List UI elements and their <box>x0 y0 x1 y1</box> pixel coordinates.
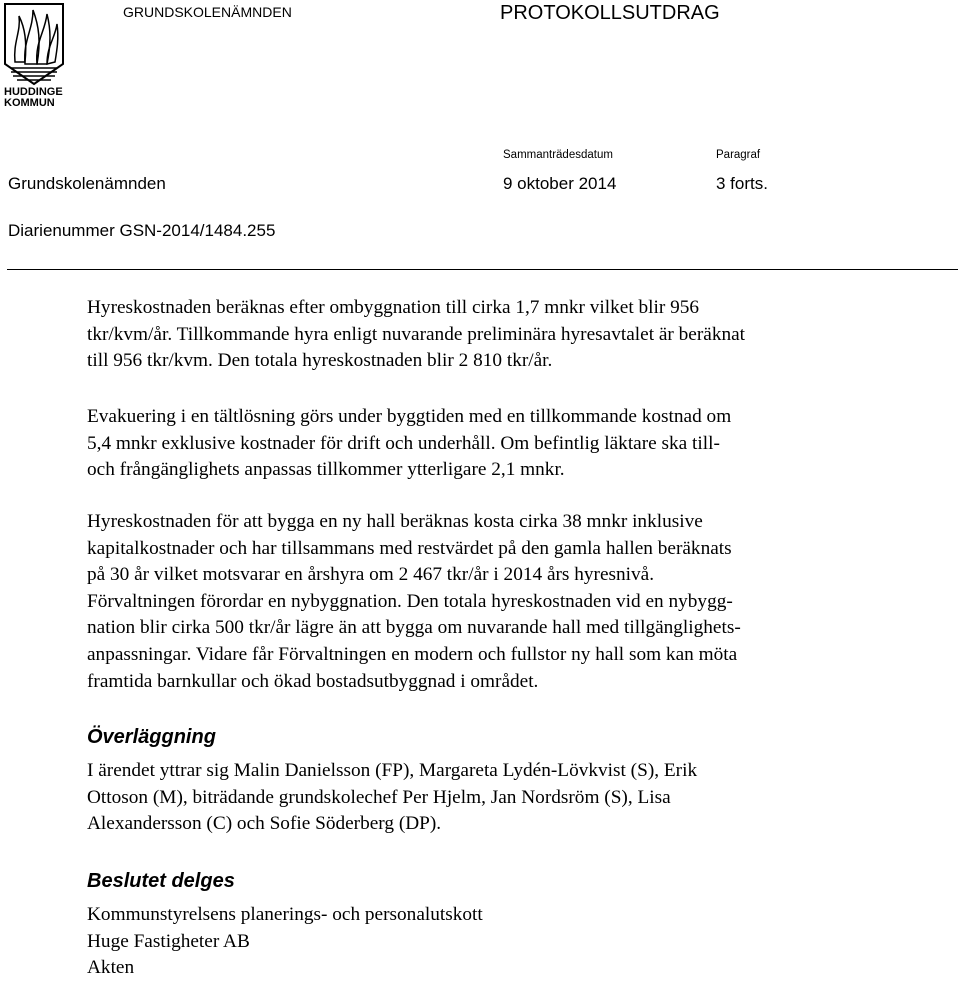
body-paragraph-2 <box>87 404 887 484</box>
recipient-item: Kommunstyrelsens planerings- och personalutskott <box>87 904 483 925</box>
text-line: Ottoson (M), biträdande grundskolechef Per Hjelm, Jan Nordsröm (S), Lisa <box>87 786 671 808</box>
recipient-item: Akten <box>87 957 135 979</box>
text-line: och frångänglighets anpassas tillkommer ytterligare 2,1 mnkr. <box>87 459 565 481</box>
text-line: tkr/kvm/år. Tillkommande hyra enligt nuvarande preliminära hyresavtalet är beräknat <box>87 323 746 345</box>
text-line: kapitalkostnader och har tillsammans med restvärdet på den gamla hallen beräknats <box>87 537 732 559</box>
diary-number: Diarienummer GSN-2014/1484.255 <box>8 221 276 240</box>
committee-header: GRUNDSKOLENÄMNDEN <box>123 4 292 20</box>
document-type-title: PROTOKOLLSUTDRAG <box>500 2 720 24</box>
body-paragraph-1 <box>87 295 887 375</box>
text-line: till 956 tkr/kvm. Den totala hyreskostnaden blir 2 810 tkr/år. <box>87 350 553 372</box>
text-line: 5,4 mnkr exklusive kostnader för drift och underhåll. Om befintlig läktare ska till- <box>87 432 720 454</box>
recipients-list <box>87 902 887 982</box>
body-paragraph-3 <box>87 509 887 695</box>
committee-name: Grundskolenämnden <box>8 174 166 193</box>
text-line: framtida barnkullar och ökad bostadsutbyggnad i området. <box>87 670 539 692</box>
svg-text:HUDDINGE: HUDDINGE <box>4 86 63 98</box>
huddinge-kommun-logo <box>3 2 65 108</box>
paragraph-label: Paragraf <box>716 149 761 161</box>
deliberation-heading: Överläggning <box>87 726 216 748</box>
paragraph-number: 3 forts. <box>716 174 768 193</box>
deliberation-text <box>87 758 887 838</box>
text-line: på 30 år vilket motsvarar en årshyra om 2 467 tkr/år i 2014 års hyresnivå. <box>87 564 655 586</box>
meeting-date: 9 oktober 2014 <box>503 174 617 193</box>
recipient-item: Huge Fastigheter AB <box>87 930 250 952</box>
decision-recipients-heading: Beslutet delges <box>87 870 235 892</box>
text-line: Hyreskostnaden beräknas efter ombyggnation till cirka 1,7 mnkr vilket blir 956 <box>87 297 700 318</box>
meeting-date-label: Sammanträdesdatum <box>503 149 613 161</box>
svg-text:KOMMUN: KOMMUN <box>4 97 55 108</box>
header-divider <box>7 269 958 270</box>
text-line: Alexandersson (C) och Sofie Söderberg (DP). <box>87 813 442 835</box>
text-line: nation blir cirka 500 tkr/år lägre än att bygga om nuvarande hall med tillgänglighets- <box>87 617 741 639</box>
text-line: anpassningar. Vidare får Förvaltningen en modern och fullstor ny hall som kan möta <box>87 643 738 665</box>
text-line: Förvaltningen förordar en nybyggnation. Den totala hyreskostnaden vid en nybygg- <box>87 590 733 612</box>
text-line: I ärendet yttrar sig Malin Danielsson (FP), Margareta Lydén-Lövkvist (S), Erik <box>87 760 698 781</box>
text-line: Hyreskostnaden för att bygga en ny hall beräknas kosta cirka 38 mnkr inklusive <box>87 511 703 532</box>
text-line: Evakuering i en tältlösning görs under byggtiden med en tillkommande kostnad om <box>87 406 732 427</box>
